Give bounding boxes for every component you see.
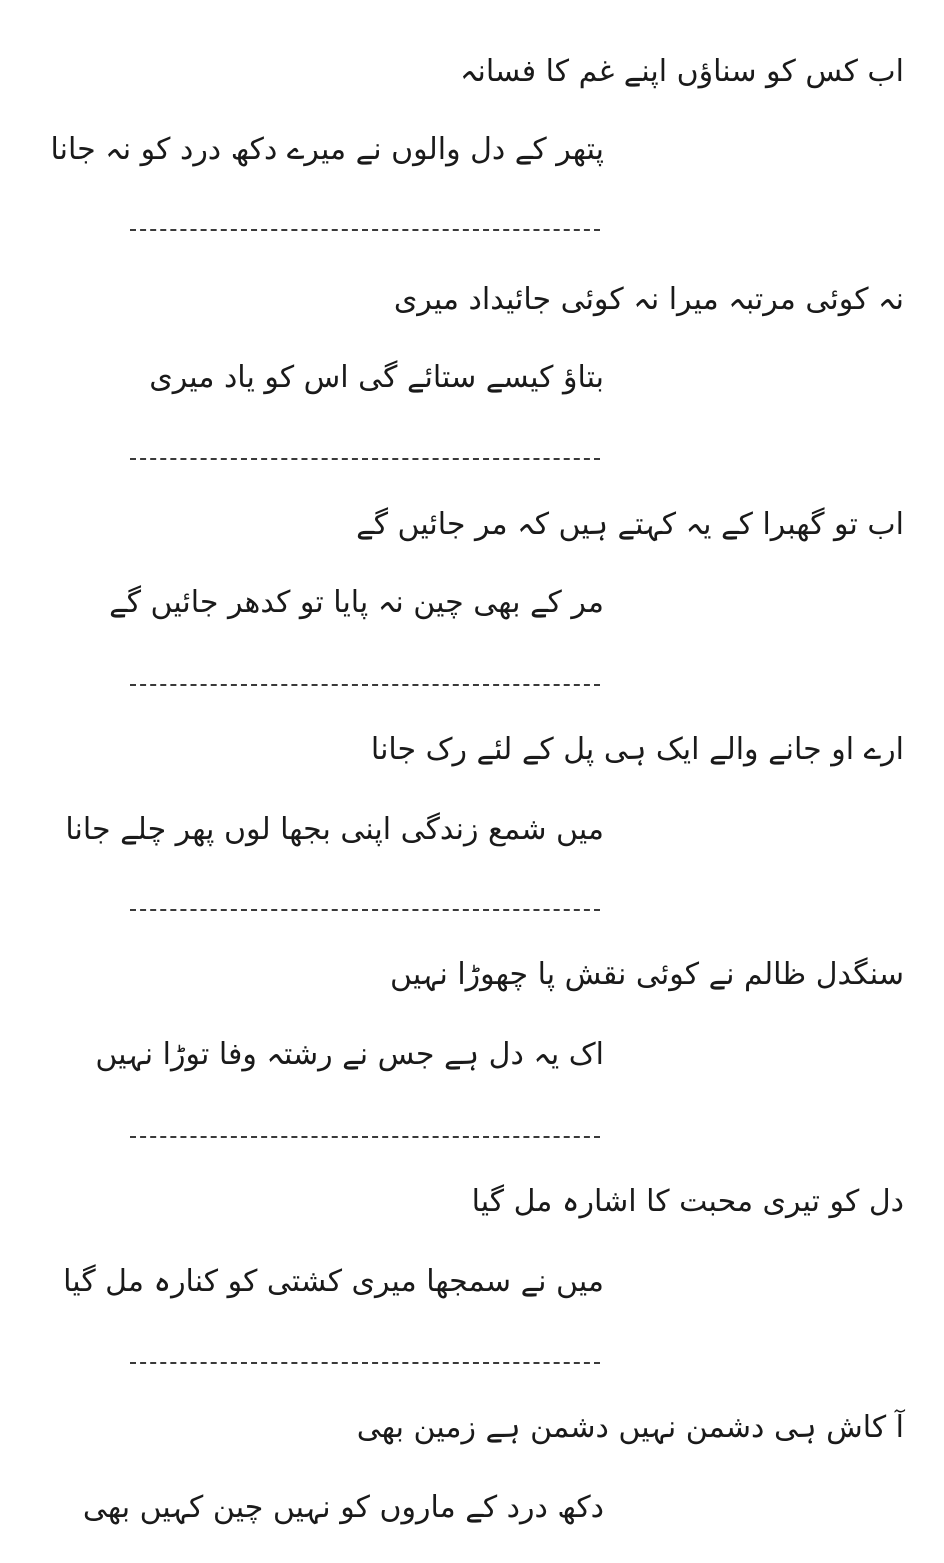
separator-6 [130,1362,600,1364]
couplet-4-line-2: میں شمع زندگی اپنی بجھا لوں پھر چلے جانا [65,812,604,847]
couplet-1-line-1: اب کس کو سناؤں اپنے غم کا فسانہ [459,54,904,89]
couplet-3-line-1: اب تو گھبرا کے یہ کہتے ہیں کہ مر جائیں گے [356,507,904,542]
couplet-4-line-1: ارے او جانے والے ایک ہی پل کے لئے رک جانا [370,732,904,767]
couplet-7-line-2: دکھ درد کے ماروں کو نہیں چین کہیں بھی [82,1490,604,1525]
couplet-3-line-2: مر کے بھی چین نہ پایا تو کدھر جائیں گے [109,585,604,620]
separator-2 [130,458,600,460]
couplet-6-line-2: میں نے سمجھا میری کشتی کو کنارہ مل گیا [63,1264,604,1299]
separator-1 [130,229,600,231]
couplet-6-line-1: دل کو تیری محبت کا اشارہ مل گیا [471,1184,904,1219]
couplet-5-line-1: سنگدل ظالم نے کوئی نقش پا چھوڑا نہیں [389,957,904,992]
couplet-2-line-1: نہ کوئی مرتبہ میرا نہ کوئی جائیداد میری [393,282,904,317]
couplet-5-line-2: اک یہ دل ہے جس نے رشتہ وفا توڑا نہیں [95,1037,604,1072]
couplet-7-line-1: آ کاش ہی دشمن نہیں دشمن ہے زمین بھی [356,1410,904,1445]
couplet-1-line-2: پتھر کے دل والوں نے میرے دکھ درد کو نہ جانا [50,132,604,167]
couplet-2-line-2: بتاؤ کیسے ستائے گی اس کو یاد میری [149,360,604,395]
separator-5 [130,1136,600,1138]
separator-3 [130,684,600,686]
separator-4 [130,909,600,911]
